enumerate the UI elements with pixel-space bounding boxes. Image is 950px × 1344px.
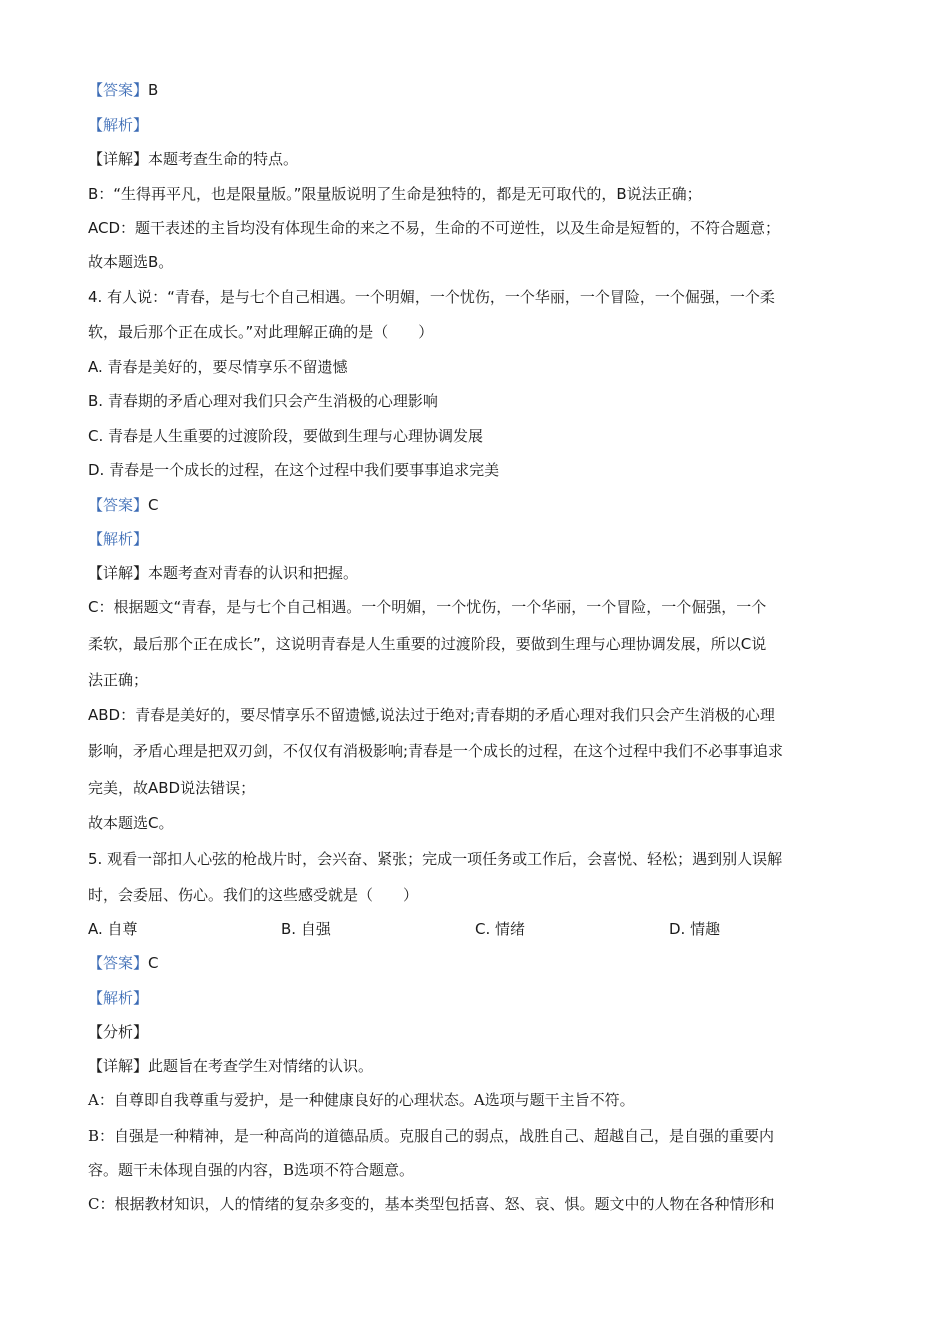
q5-answer-line bbox=[88, 953, 868, 973]
q4-explanation-line: 法正确； bbox=[88, 671, 149, 689]
q4-option-d: D. 青春是一个成长的过程，在这个过程中我们要事事追求完美 bbox=[88, 461, 500, 479]
q4-option-a: A. 青春是美好的，要尽情享乐不留遗憾 bbox=[88, 358, 348, 376]
answer-tag: 【答案】 bbox=[88, 954, 149, 972]
q3-explanation-line: ACD：题干表述的主旨均没有体现生命的来之不易，生命的不可逆性，以及生命是短暂的，不符合题意； bbox=[88, 219, 781, 237]
q4-explanation-line: 完美，故ABD说法错误； bbox=[88, 779, 256, 797]
q4-explanation-line: C：根据题文“青春，是与七个自己相遇。一个明媚，一个忧伤，一个华丽，一个冒险，一个倔强，一个 bbox=[88, 598, 767, 616]
q4-explanation-line: ABD：青春是美好的，要尽情享乐不留遗憾,说法过于绝对;青春期的矛盾心理对我们只会产生消极的心理 bbox=[88, 706, 775, 724]
q5-option-c: C. 情绪 bbox=[475, 920, 526, 938]
q4-analysis-tag: 【解析】 bbox=[88, 530, 149, 548]
answer-value: C bbox=[148, 954, 159, 972]
q4-stem-line: 软，最后那个正在成长。”对此理解正确的是（ ） bbox=[88, 323, 434, 341]
q3-analysis-tag: 【解析】 bbox=[88, 116, 149, 134]
answer-tag: 【答案】 bbox=[88, 81, 149, 99]
answer-value: B bbox=[148, 81, 159, 99]
q4-explanation-line: 柔软，最后那个正在成长”，这说明青春是人生重要的过渡阶段，要做到生理与心理协调发展，所以C说 bbox=[88, 635, 767, 653]
answer-value: C bbox=[148, 496, 159, 514]
q5-explanation-line: C：根据教材知识，人的情绪的复杂多变的，基本类型包括喜、怒、哀、惧。题文中的人物在各种情形和 bbox=[88, 1195, 775, 1213]
q3-detail-line: 【详解】本题考查生命的特点。 bbox=[88, 150, 299, 168]
q4-detail-line: 【详解】本题考查对青春的认识和把握。 bbox=[88, 564, 359, 582]
q5-detail-line: 【详解】此题旨在考查学生对情绪的认识。 bbox=[88, 1057, 374, 1075]
q5-explanation-line: 容。题干未体现自强的内容，B选项不符合题意。 bbox=[88, 1161, 415, 1179]
q3-answer-line bbox=[88, 80, 868, 100]
answer-tag: 【答案】 bbox=[88, 496, 149, 514]
q4-option-c: C. 青春是人生重要的过渡阶段，要做到生理与心理协调发展 bbox=[88, 427, 484, 445]
q5-fenxi-tag: 【分析】 bbox=[88, 1023, 149, 1041]
q4-option-b: B. 青春期的矛盾心理对我们只会产生消极的心理影响 bbox=[88, 392, 438, 410]
q4-conclusion-line: 故本题选C。 bbox=[88, 814, 174, 832]
q3-explanation-line: B：“生得再平凡，也是限量版。”限量版说明了生命是独特的，都是无可取代的，B说法正确； bbox=[88, 185, 702, 203]
q3-conclusion-line: 故本题选B。 bbox=[88, 253, 174, 271]
q4-explanation-line: 影响，矛盾心理是把双刃剑，不仅仅有消极影响;青春是一个成长的过程，在这个过程中我们不必事事追求 bbox=[88, 742, 784, 760]
q5-explanation-line: B：自强是一种精神，是一种高尚的道德品质。克服自己的弱点，战胜自己、超越自己，是自强的重要内 bbox=[88, 1127, 775, 1145]
q4-stem-line: 4. 有人说：“青春，是与七个自己相遇。一个明媚，一个忧伤，一个华丽，一个冒险，一个倔强，一个柔 bbox=[88, 288, 775, 306]
q5-stem-line: 时，会委屈、伤心。我们的这些感受就是（ ） bbox=[88, 886, 419, 904]
q5-explanation-line: A：自尊即自我尊重与爱护，是一种健康良好的心理状态。A选项与题干主旨不符。 bbox=[88, 1091, 635, 1109]
q5-option-b: B. 自强 bbox=[281, 920, 331, 938]
q5-option-a: A. 自尊 bbox=[88, 920, 138, 938]
q5-analysis-tag: 【解析】 bbox=[88, 989, 149, 1007]
q5-stem-line: 5. 观看一部扣人心弦的枪战片时，会兴奋、紧张；完成一项任务或工作后，会喜悦、轻松；遇到别人误解 bbox=[88, 850, 783, 868]
q5-option-d: D. 情趣 bbox=[669, 920, 721, 938]
q4-answer-line bbox=[88, 495, 868, 515]
